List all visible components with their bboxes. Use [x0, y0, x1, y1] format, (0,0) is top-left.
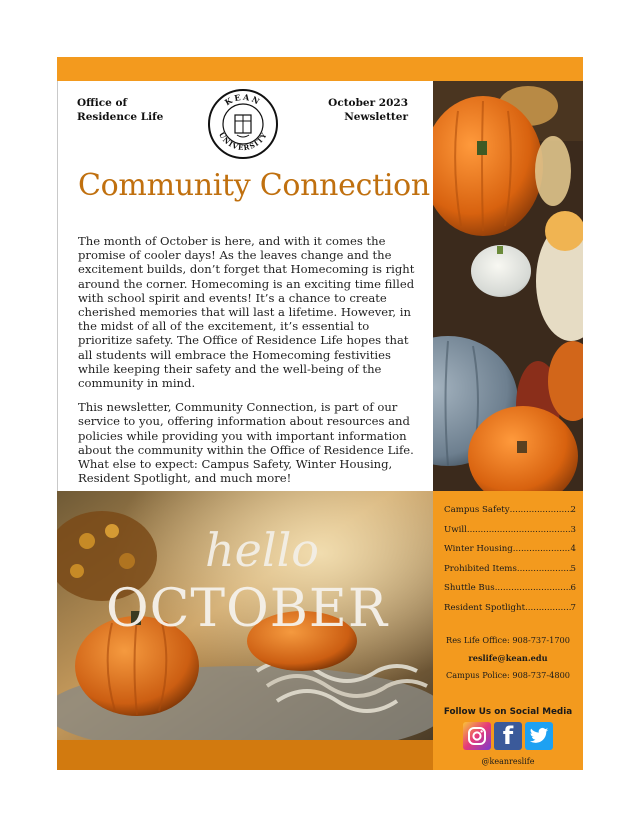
october-text: OCTOBER: [105, 579, 389, 639]
toc-label: Shuttle Bus: [444, 583, 495, 594]
toc-page: 2: [570, 505, 576, 515]
toc-page: 7: [570, 602, 576, 613]
intro-paragraph-1: The month of October is here, and with it comes the promise of cooler days! As the leaves change and the excitement builds, don’t forget that Homecoming is right around the corner. Homecoming is an exciting time filled with school spirit and events! It’s a chance to create cherished memories that will last a lifetime. However, in the midst of all of the excitement, it’s essential to prioritize safety. The Office of Residence Life hopes that all students will embrace the Homecoming festivities while keeping their safety and the well-being of the community in mind.: [78, 234, 415, 391]
office-line1: Office of: [77, 97, 128, 109]
res-life-phone: Res Life Office: 908-737-1700: [446, 635, 570, 645]
toc-label: Resident Spotlight: [444, 602, 526, 613]
twitter-icon[interactable]: [525, 722, 553, 750]
seal-bottom-text: UNIVERSITY: [217, 130, 269, 153]
social-heading: Follow Us on Social Media: [443, 707, 573, 717]
issue-label: [328, 96, 408, 124]
social-links: [463, 722, 553, 750]
office-label: [77, 96, 163, 124]
office-line2: Residence Life: [77, 111, 164, 123]
toc-item-winter-housing[interactable]: [444, 544, 576, 564]
intro-paragraph-2: This newsletter, Community Connection, is part of our service to you, offering information about resources and policies while providing you with important information about the community within the Office of Residence Life. What else to expect: Campus Safety, Winter Housing, Resident Spotlight, and much more!: [78, 400, 414, 486]
toc-page: 3: [570, 524, 576, 535]
instagram-icon[interactable]: [463, 722, 491, 750]
intro-text: [78, 234, 422, 495]
toc-label: Uwill: [444, 524, 467, 535]
newsletter-title: Community Connection: [78, 168, 430, 203]
issue-type: Newsletter: [344, 111, 408, 123]
toc-item-uwill[interactable]: [444, 525, 576, 545]
hello-text: hello: [205, 523, 319, 577]
seal-top-text: KEAN: [222, 91, 264, 108]
hello-october-photo: [57, 491, 433, 740]
toc-item-resident-spotlight[interactable]: [444, 603, 576, 623]
toc-label: Prohibited Items: [444, 563, 517, 574]
campus-police-phone: Campus Police: 908-737-4800: [446, 670, 570, 680]
toc-page: 6: [570, 583, 576, 594]
issue-date: October 2023: [328, 97, 408, 109]
facebook-icon[interactable]: [494, 722, 522, 750]
bottom-accent-bar: [57, 740, 433, 770]
facebook-glyph: f: [502, 722, 514, 750]
social-handle[interactable]: @keanreslife: [481, 757, 535, 766]
toc-page: 4: [570, 544, 576, 555]
pumpkins-photo: [433, 81, 583, 491]
toc-label: Winter Housing: [444, 544, 513, 555]
toc-page: 5: [570, 563, 576, 574]
kean-university-seal-icon: [207, 88, 279, 160]
toc-item-campus-safety[interactable]: [444, 505, 576, 525]
toc-item-prohibited-items[interactable]: [444, 564, 576, 584]
table-of-contents: [444, 505, 576, 623]
toc-label: Campus Safety: [444, 505, 510, 515]
res-life-email[interactable]: reslife@kean.edu: [468, 653, 548, 663]
toc-item-shuttle-bus[interactable]: [444, 583, 576, 603]
top-accent-bar: [57, 57, 583, 81]
